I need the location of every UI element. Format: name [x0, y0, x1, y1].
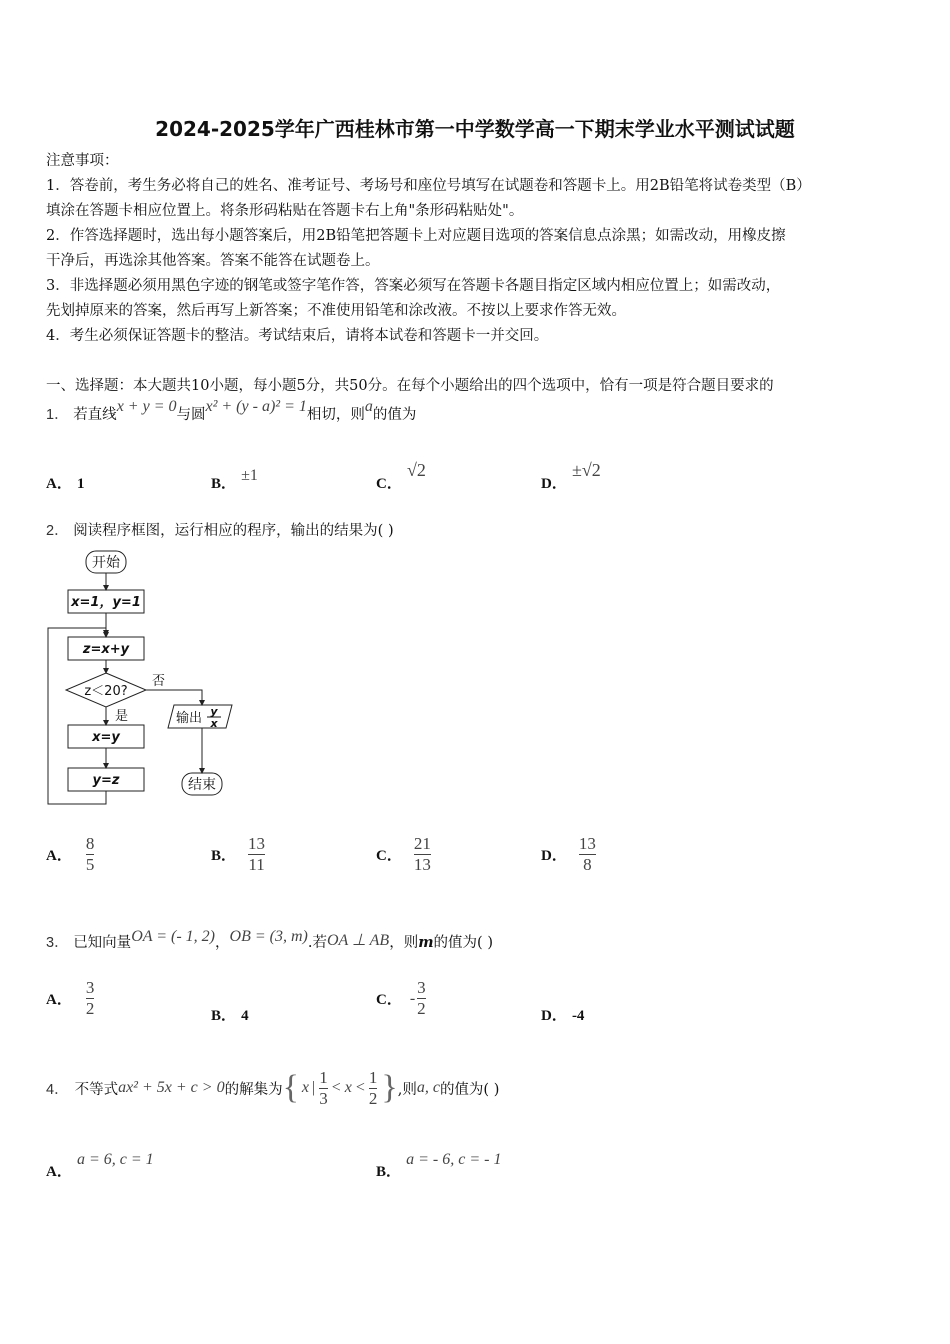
question-text: 的值为 — [372, 407, 417, 423]
question-text: 已知向量 — [73, 935, 132, 951]
option-a[interactable]: A． 1 — [46, 476, 85, 492]
flow-output-numerator: y — [210, 705, 218, 718]
question-text: ，则 — [389, 935, 419, 951]
question-number: 2． — [46, 523, 69, 539]
math-expression: OA = (- 1, 2) — [131, 928, 216, 945]
notice-line: 填涂在答题卡相应位置上。将条形码粘贴在答题卡右上角"条形码粘贴处"。 — [46, 203, 524, 219]
question-text: .若 — [307, 935, 327, 951]
question-text: 若直线 — [73, 407, 117, 423]
option-b[interactable]: B． ±1 — [211, 467, 258, 492]
flow-condition-label: z＜20? — [84, 684, 128, 699]
flow-step1-label: x=y — [92, 730, 120, 745]
option-a[interactable]: A． $\frac{3}{2}$ — [46, 978, 95, 1018]
section-heading: 一、选择题：本大题共10小题，每小题5分，共50分。在每个小题给出的四个选项中，恰有一项是符合题目要求的 — [46, 378, 774, 394]
question-text: ,则 — [397, 1081, 417, 1098]
notice-line: 先划掉原来的答案，然后再写上新答案；不准使用铅笔和涂改液。不按以上要求作答无效。 — [46, 303, 626, 319]
option-d[interactable]: D． -4 — [541, 1008, 585, 1024]
question-text: 阅读程序框图，运行相应的程序，输出的结果为( ) — [73, 523, 394, 539]
question-text: 的解集为 — [224, 1081, 283, 1098]
page-title: 2024-2025学年广西桂林市第一中学数学高一下期末学业水平测试试题 — [155, 117, 795, 141]
flowchart — [40, 545, 240, 810]
math-expression: x + y = 0 — [116, 398, 177, 415]
option-c[interactable]: C． - $\frac{3}{2}$ — [376, 978, 426, 1018]
flow-output-label: 输出 — [176, 711, 203, 726]
math-expression: ax² + 5x + c > 0 — [118, 1079, 225, 1096]
notice-heading: 注意事项： — [46, 153, 119, 169]
math-expression: OB = (3, m) — [229, 928, 308, 945]
option-b[interactable]: B． 4 — [211, 1008, 249, 1024]
option-a[interactable]: A． $\frac{8}{5}$ — [46, 834, 95, 874]
flow-yes-label: 是 — [115, 709, 129, 724]
option-c[interactable]: C． $\frac{21}{13}$ — [376, 834, 431, 874]
solution-set: { x | $\frac{1}{3}$ < x < $\frac{1}{2}$ } — [282, 1067, 398, 1108]
math-expression: a, c — [416, 1079, 440, 1096]
math-expression: a — [364, 398, 373, 415]
notice-line: 干净后，再选涂其他答案。答案不能答在试题卷上。 — [46, 253, 380, 269]
math-expression: OA ⊥ AB — [326, 932, 390, 949]
flow-step2-label: y=z — [92, 773, 120, 788]
option-b[interactable]: B． a = - 6, c = - 1 — [376, 1151, 502, 1180]
flow-assign-label: z=x+y — [82, 642, 130, 657]
question-4 — [46, 1063, 499, 1113]
question-text: 的值为( ) — [433, 935, 493, 951]
option-c[interactable]: C． √2 — [376, 460, 426, 492]
flow-output-denominator: x — [210, 717, 218, 730]
question-text: 与圆 — [176, 407, 206, 423]
question-number: 4． — [46, 1081, 69, 1098]
option-b[interactable]: B． $\frac{13}{11}$ — [211, 834, 266, 874]
option-d[interactable]: D． ±√2 — [541, 460, 601, 492]
notice-line: 3．非选择题必须用黑色字迹的钢笔或签字笔作答，答案必须写在答题卡各题目指定区域内相应位置上；如需改动， — [46, 278, 781, 294]
question-text: 相切，则 — [306, 407, 365, 423]
notice-line: 4．考生必须保证答题卡的整洁。考试结束后，请将本试卷和答题卡一并交回。 — [46, 328, 549, 344]
question-text: 不等式 — [74, 1081, 119, 1098]
question-number: 3． — [46, 935, 69, 951]
math-expression: x² + (y - a)² = 1 — [205, 398, 307, 415]
notice-line: 1．答卷前，考生务必将自己的姓名、准考证号、考场号和座位号填写在试题卷和答题卡上。用2B铅笔将试卷类型（B） — [46, 178, 811, 194]
flow-start-label: 开始 — [92, 555, 120, 571]
flow-no-label: 否 — [152, 674, 166, 689]
option-d[interactable]: D． $\frac{13}{8}$ — [541, 834, 596, 874]
question-3 — [46, 928, 493, 952]
question-2 — [46, 519, 394, 540]
question-text: ， — [215, 935, 230, 951]
question-number: 1． — [46, 407, 69, 423]
math-variable: m — [418, 934, 434, 951]
question-1 — [46, 398, 417, 424]
notice-line: 2．作答选择题时，选出每小题答案后，用2B铅笔把答题卡上对应题目选项的答案信息点涂黑；如需改动，用橡皮擦 — [46, 228, 786, 244]
flow-end-label: 结束 — [188, 777, 216, 793]
flow-init-label: x=1，y=1 — [71, 595, 141, 610]
question-text: 的值为( ) — [439, 1081, 500, 1098]
option-a[interactable]: A． a = 6, c = 1 — [46, 1151, 154, 1180]
